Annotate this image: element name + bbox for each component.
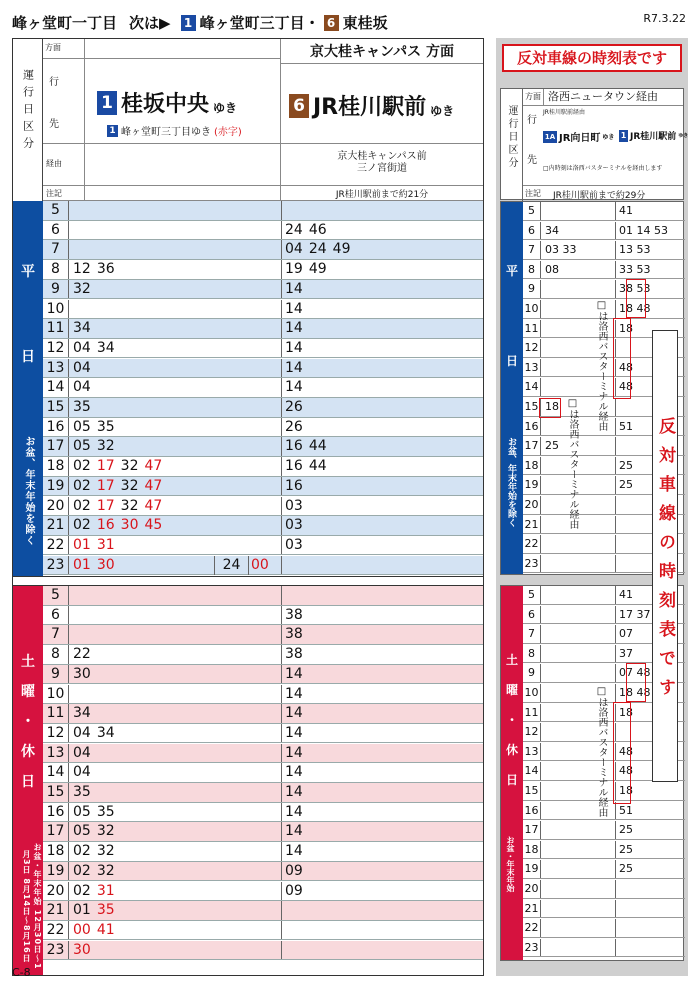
side-right-minutes: 18 xyxy=(619,705,633,719)
extra-minute: 00 xyxy=(251,557,269,573)
hour-cell: 14 xyxy=(523,378,541,396)
left-minute: 35 xyxy=(96,418,115,435)
right-minute: 16 xyxy=(285,477,303,494)
right-minute: 24 xyxy=(285,221,303,238)
right-minute: 24 xyxy=(308,241,327,258)
side-right-minutes: 25 xyxy=(619,842,633,856)
hour-cell: 16 xyxy=(43,418,69,437)
weekday-row-21 xyxy=(43,516,483,536)
weekday-row-18 xyxy=(43,457,483,477)
side-weekday-row-5 xyxy=(523,202,685,221)
section-gap xyxy=(13,576,483,586)
destination-left: 1 桂坂中央 ゆき 1 峰ヶ堂町三丁目ゆき (赤字) xyxy=(85,59,281,144)
left-minute: 04 xyxy=(73,724,91,741)
side-holiday-row-18 xyxy=(523,841,685,860)
side-weekday-row-9 xyxy=(523,280,685,299)
right-minute: 14 xyxy=(285,379,303,396)
hour-cell: 16 xyxy=(523,418,541,436)
right-minute: 03 xyxy=(285,536,303,553)
left-minute: 04 xyxy=(73,744,91,761)
holiday-row-11 xyxy=(43,704,483,724)
hour-cell: 8 xyxy=(523,645,541,663)
left-minute: 01 xyxy=(73,556,91,573)
left-minute: 22 xyxy=(73,646,91,663)
holiday-row-19 xyxy=(43,862,483,882)
route-1-badge: 1 xyxy=(181,15,196,31)
hour-cell: 20 xyxy=(43,497,69,516)
opposite-title: 反対車線の時刻表です xyxy=(502,44,682,72)
side-right-minutes: 17 37 xyxy=(619,607,651,621)
opposite-lane-banner: 反対車線の時刻表です xyxy=(652,330,678,782)
side-holiday: 土 曜 ・ 休 日 お盆・年末年始 5 41 6 17 37 7 07 8 37 9 07 48 10 18 48 11 18 12 13 48 14 48 15 18 16 51 17 25 18 25 19 25 20 21 22 23 xyxy=(500,585,684,961)
hour-cell: 13 xyxy=(43,744,69,763)
right-minute: 14 xyxy=(285,724,303,741)
left-minute: 32 xyxy=(120,458,139,475)
left-minute: 41 xyxy=(96,921,115,938)
hour-cell: 17 xyxy=(43,437,69,456)
hour-cell: 19 xyxy=(43,862,69,881)
holiday-row-15 xyxy=(43,783,483,803)
left-minute: 05 xyxy=(73,418,91,435)
weekday-row-15 xyxy=(43,398,483,418)
side-left-minutes: 34 xyxy=(545,223,559,237)
left-minute: 45 xyxy=(144,517,163,534)
holiday-row-9 xyxy=(43,665,483,685)
dest-1-name: 桂坂中央 xyxy=(121,92,210,117)
holiday-row-21 xyxy=(43,901,483,921)
left-minute: 02 xyxy=(73,843,91,860)
weekday-row-11 xyxy=(43,319,483,339)
weekday-row-20 xyxy=(43,497,483,517)
holiday-row-10 xyxy=(43,685,483,705)
holiday-row-23 xyxy=(43,941,483,961)
right-minute: 14 xyxy=(285,339,303,356)
holiday-row-8 xyxy=(43,645,483,665)
hour-cell: 6 xyxy=(523,222,541,240)
hour-cell: 19 xyxy=(523,860,541,878)
left-minute: 00 xyxy=(73,921,91,938)
side-right-minutes: 25 xyxy=(619,823,633,837)
page-number: C-8 xyxy=(12,966,31,979)
right-minute: 26 xyxy=(285,418,303,435)
side-right-minutes: 25 xyxy=(619,458,633,472)
right-minute: 46 xyxy=(308,221,327,238)
next-label: 次は▶ xyxy=(129,14,171,32)
side-holiday-row-23 xyxy=(523,939,685,958)
terminal-box-3 xyxy=(539,398,561,418)
direction-left-empty xyxy=(85,39,281,59)
left-minute: 32 xyxy=(73,280,91,297)
left-minute: 34 xyxy=(73,705,91,722)
hour-cell: 23 xyxy=(43,556,69,575)
left-minute: 30 xyxy=(120,517,139,534)
right-minute: 04 xyxy=(285,241,303,258)
side-right-minutes: 18 xyxy=(619,321,633,335)
right-minute: 09 xyxy=(285,862,303,879)
holiday-row-16 xyxy=(43,803,483,823)
right-minute: 16 xyxy=(285,438,303,455)
left-minute: 34 xyxy=(96,724,115,741)
hour-cell: 21 xyxy=(523,900,541,918)
left-minute: 35 xyxy=(96,902,115,919)
left-minute: 32 xyxy=(96,862,115,879)
side-right-minutes: 25 xyxy=(619,478,633,492)
left-minute: 02 xyxy=(73,862,91,879)
hour-cell: 15 xyxy=(523,398,541,416)
right-minute: 14 xyxy=(285,320,303,337)
right-minute: 44 xyxy=(308,458,327,475)
side-weekday-row-8 xyxy=(523,261,685,280)
hour-cell: 16 xyxy=(43,803,69,822)
hour-cell: 17 xyxy=(523,437,541,455)
hour-cell: 15 xyxy=(523,782,541,800)
side-left-minutes: 08 xyxy=(545,262,559,276)
hour-cell: 7 xyxy=(523,625,541,643)
hour-cell: 8 xyxy=(43,645,69,664)
hour-cell: 22 xyxy=(43,921,69,940)
right-minute: 14 xyxy=(285,359,303,376)
side-right-minutes: 38 53 xyxy=(619,282,651,296)
left-minute: 02 xyxy=(73,882,91,899)
holiday-row-6 xyxy=(43,606,483,626)
left-minute: 47 xyxy=(144,458,163,475)
left-minute: 04 xyxy=(73,379,91,396)
left-minute: 05 xyxy=(73,823,91,840)
next-stop-2: 東桂坂 xyxy=(342,14,388,32)
right-minute: 49 xyxy=(332,241,351,258)
main-timetable xyxy=(12,38,484,976)
right-minute: 38 xyxy=(285,626,303,643)
left-minute: 02 xyxy=(73,497,91,514)
weekday-row-9 xyxy=(43,280,483,300)
left-minute: 32 xyxy=(96,438,115,455)
hour-cell: 13 xyxy=(523,359,541,377)
weekday-row-13 xyxy=(43,359,483,379)
right-minute: 14 xyxy=(285,280,303,297)
hour-cell: 9 xyxy=(43,665,69,684)
weekday-row-14 xyxy=(43,378,483,398)
hour-cell: 23 xyxy=(43,941,69,960)
hour-cell: 10 xyxy=(43,300,69,319)
hour-cell: 15 xyxy=(43,783,69,802)
left-minute: 04 xyxy=(73,764,91,781)
weekday-row-8 xyxy=(43,260,483,280)
extra-hour: 24 xyxy=(214,556,249,575)
weekday-row-12 xyxy=(43,339,483,359)
right-minute: 19 xyxy=(285,261,303,278)
hour-cell: 22 xyxy=(523,535,541,553)
side-right-minutes: 51 xyxy=(619,419,633,433)
side-holiday-row-20 xyxy=(523,880,685,899)
left-minute: 01 xyxy=(73,902,91,919)
terminal-box-4 xyxy=(626,663,646,702)
hour-cell: 14 xyxy=(43,763,69,782)
holiday-row-14 xyxy=(43,763,483,783)
hour-cell: 21 xyxy=(523,516,541,534)
right-minute: 49 xyxy=(308,261,327,278)
hour-cell: 20 xyxy=(523,496,541,514)
terminal-note-1: □は洛西バスターミナル経由 xyxy=(596,300,607,431)
left-minute: 12 xyxy=(73,261,91,278)
left-minute: 32 xyxy=(96,843,115,860)
hour-cell: 7 xyxy=(43,625,69,644)
holiday-row-20 xyxy=(43,882,483,902)
left-minute: 16 xyxy=(96,517,115,534)
side-right-minutes: 25 xyxy=(619,862,633,876)
hour-cell: 18 xyxy=(43,457,69,476)
hour-cell: 20 xyxy=(523,880,541,898)
hour-cell: 22 xyxy=(523,919,541,937)
service-day-header: 運行日区分 xyxy=(13,39,43,201)
right-minute: 03 xyxy=(285,517,303,534)
hour-cell: 18 xyxy=(523,841,541,859)
side-holiday-row-19 xyxy=(523,860,685,879)
direction-right: 京大桂キャンパス 方面 xyxy=(281,39,483,64)
hour-cell: 21 xyxy=(43,516,69,535)
revision-date: R7.3.22 xyxy=(643,12,686,25)
hour-cell: 8 xyxy=(43,260,69,279)
side-left-minutes: 25 xyxy=(545,439,559,453)
hour-cell: 11 xyxy=(523,704,541,722)
left-minute: 34 xyxy=(96,339,115,356)
left-minute: 47 xyxy=(144,477,163,494)
right-minute: 14 xyxy=(285,744,303,761)
via-left xyxy=(85,144,281,186)
left-minute: 47 xyxy=(144,497,163,514)
holiday-row-18 xyxy=(43,842,483,862)
hour-cell: 20 xyxy=(43,882,69,901)
side-right-minutes: 48 xyxy=(619,360,633,374)
weekday-row-16 xyxy=(43,418,483,438)
hour-cell: 8 xyxy=(523,261,541,279)
weekday-row-19 xyxy=(43,477,483,497)
via-label: 経由 xyxy=(43,144,85,186)
holiday-row-5 xyxy=(43,586,483,606)
right-minute: 14 xyxy=(285,823,303,840)
hour-cell: 19 xyxy=(43,477,69,496)
side-right-minutes: 48 xyxy=(619,764,633,778)
left-minute: 32 xyxy=(96,823,115,840)
left-minute: 35 xyxy=(96,803,115,820)
side-right-minutes: 07 xyxy=(619,627,633,641)
terminal-note-3: □は洛西バスターミナル経由 xyxy=(596,686,607,817)
hour-cell: 17 xyxy=(43,822,69,841)
hour-cell: 6 xyxy=(43,221,69,240)
right-minute: 14 xyxy=(285,764,303,781)
hour-cell: 12 xyxy=(523,723,541,741)
right-minute: 03 xyxy=(285,497,303,514)
hour-cell: 13 xyxy=(43,359,69,378)
terminal-box-2 xyxy=(613,318,631,399)
hour-cell: 5 xyxy=(43,201,69,220)
left-minute: 35 xyxy=(73,399,91,415)
side-right-minutes: 33 53 xyxy=(619,262,651,276)
hour-cell: 9 xyxy=(43,280,69,299)
weekday-row-5 xyxy=(43,201,483,221)
left-minute: 05 xyxy=(73,438,91,455)
next-stop-header xyxy=(12,12,388,33)
left-minute: 35 xyxy=(73,784,91,800)
right-minute: 09 xyxy=(285,882,303,899)
left-minute: 34 xyxy=(73,320,91,337)
weekday-row-6 xyxy=(43,221,483,241)
right-minute: 14 xyxy=(285,685,303,702)
hour-cell: 5 xyxy=(523,586,541,604)
dest-1-badge: 1 xyxy=(97,91,117,115)
side-right-minutes: 18 48 xyxy=(619,686,651,699)
hour-cell: 9 xyxy=(523,664,541,682)
right-minute: 44 xyxy=(308,438,327,455)
hour-cell: 18 xyxy=(43,842,69,861)
hour-cell: 12 xyxy=(43,339,69,358)
left-minute: 17 xyxy=(96,458,115,475)
right-minute: 14 xyxy=(285,843,303,860)
hour-cell: 7 xyxy=(523,241,541,259)
side-left-minutes: 18 xyxy=(545,400,559,413)
left-minute: 17 xyxy=(96,497,115,514)
holiday-row-7 xyxy=(43,625,483,645)
side-holiday-row-22 xyxy=(523,919,685,938)
weekday-band: 平 日 お盆、年末年始を除く xyxy=(13,201,43,576)
dest-6-badge: 6 xyxy=(289,94,309,118)
right-minute: 16 xyxy=(285,458,303,475)
hour-cell: 9 xyxy=(523,280,541,298)
side-holiday-row-21 xyxy=(523,900,685,919)
holiday-band: 土 曜 ・ 休 日 お盆・年末年始 12月30日〜1月3日 8月14日〜8月16日 xyxy=(13,586,43,975)
side-right-minutes: 37 xyxy=(619,646,633,660)
left-minute: 30 xyxy=(73,665,91,682)
weekday-row-10 xyxy=(43,300,483,320)
hour-cell: 12 xyxy=(43,724,69,743)
hour-cell: 6 xyxy=(43,606,69,625)
terminal-box-5 xyxy=(613,702,631,804)
left-minute: 32 xyxy=(120,477,139,494)
side-right-minutes: 01 14 53 xyxy=(619,223,668,237)
hour-cell: 15 xyxy=(43,398,69,417)
hour-cell: 5 xyxy=(43,586,69,605)
holiday-row-12 xyxy=(43,724,483,744)
destination-label: 行 先 xyxy=(43,59,85,144)
side-right-minutes: 41 xyxy=(619,204,633,217)
side-right-minutes: 13 53 xyxy=(619,243,651,257)
direction-label: 方面 xyxy=(43,39,85,59)
note-left xyxy=(85,186,281,201)
holiday-row-13 xyxy=(43,744,483,764)
side-right-minutes: 18 48 xyxy=(619,302,651,315)
right-minute: 14 xyxy=(285,784,303,800)
holiday-row-17 xyxy=(43,822,483,842)
right-minute: 38 xyxy=(285,646,303,663)
note-right: JR桂川駅前まで約21分 xyxy=(281,186,483,201)
side-right-minutes: 18 xyxy=(619,784,633,797)
holiday-row-22 xyxy=(43,921,483,941)
route-6-badge: 6 xyxy=(324,15,339,31)
hour-cell: 11 xyxy=(523,320,541,338)
left-minute: 01 xyxy=(73,536,91,553)
left-minute: 02 xyxy=(73,477,91,494)
hour-cell: 19 xyxy=(523,476,541,494)
left-minute: 30 xyxy=(73,941,91,958)
hour-cell: 23 xyxy=(523,555,541,573)
terminal-note-2: □は洛西バスターミナル経由 xyxy=(567,398,578,529)
left-minute: 05 xyxy=(73,803,91,820)
hour-cell: 16 xyxy=(523,802,541,820)
left-minute: 32 xyxy=(120,497,139,514)
hour-cell: 21 xyxy=(43,901,69,920)
hour-cell: 11 xyxy=(43,704,69,723)
left-minute: 30 xyxy=(96,556,115,573)
side-right-minutes: 48 xyxy=(619,380,633,394)
destination-right: 6 JR桂川駅前 ゆき xyxy=(281,64,483,144)
side-header: 運行日区分 方面 洛西ニュータウン経由 行 先 JR桂川駅前経由 1A JR向日町 ゆき 1 JR桂川駅前 ゆき □内時刻は洛西バスターミナルを経由します 注記 JR桂川駅前まで約29分 xyxy=(500,88,684,200)
current-stop: 峰ヶ堂町一丁目 xyxy=(12,14,118,32)
side-holiday-row-17 xyxy=(523,821,685,840)
right-minute: 14 xyxy=(285,803,303,820)
side-right-minutes: 07 48 xyxy=(619,666,651,680)
hour-cell: 14 xyxy=(43,378,69,397)
hour-cell: 10 xyxy=(523,300,541,318)
right-minute: 38 xyxy=(285,606,303,623)
left-minute: 02 xyxy=(73,458,91,475)
left-minute: 17 xyxy=(96,477,115,494)
right-minute: 26 xyxy=(285,399,303,415)
weekday-row-17 xyxy=(43,437,483,457)
hour-cell: 10 xyxy=(43,685,69,704)
hour-cell: 22 xyxy=(43,536,69,555)
hour-cell: 5 xyxy=(523,202,541,220)
left-minute: 31 xyxy=(96,882,115,899)
left-minute: 02 xyxy=(73,517,91,534)
side-right-minutes: 51 xyxy=(619,803,633,817)
hour-cell: 11 xyxy=(43,319,69,338)
weekday-row-22 xyxy=(43,536,483,556)
note-label: 注記 xyxy=(43,186,85,201)
hour-cell: 18 xyxy=(523,457,541,475)
weekday-row-7 xyxy=(43,240,483,260)
hour-cell: 10 xyxy=(523,684,541,702)
side-right-minutes: 48 xyxy=(619,744,633,758)
hour-cell: 23 xyxy=(523,939,541,957)
right-minute: 14 xyxy=(285,665,303,682)
side-left-minutes: 03 33 xyxy=(545,243,577,257)
via-right: 京大桂キャンパス前 三ノ宮街道 xyxy=(281,144,483,186)
hour-cell: 14 xyxy=(523,762,541,780)
hour-cell: 6 xyxy=(523,606,541,624)
next-stop-1: 峰ヶ堂町三丁目・ xyxy=(199,14,320,32)
hour-cell: 12 xyxy=(523,339,541,357)
dest-6-name: JR桂川駅前 xyxy=(313,95,427,120)
left-minute: 04 xyxy=(73,339,91,356)
right-minute: 14 xyxy=(285,705,303,722)
side-right-minutes: 41 xyxy=(619,588,633,601)
hour-cell: 7 xyxy=(43,240,69,259)
left-minute: 31 xyxy=(96,536,115,553)
side-weekday-row-7 xyxy=(523,241,685,260)
side-weekday-row-6 xyxy=(523,222,685,241)
left-minute: 04 xyxy=(73,359,91,376)
hour-cell: 13 xyxy=(523,743,541,761)
right-minute: 14 xyxy=(285,300,303,317)
terminal-box-1 xyxy=(626,279,646,318)
side-weekday: 平 日 お盆、年末年始を除く 5 41 6 34 01 14 53 7 03 33 13 53 8 08 33 53 9 38 53 10 18 48 11 18 12 13 48 14 48 15 18 16 51 17 25 18 25 19 25 20 21 22 23 xyxy=(500,201,684,575)
hour-cell: 17 xyxy=(523,821,541,839)
left-minute: 36 xyxy=(96,261,115,278)
